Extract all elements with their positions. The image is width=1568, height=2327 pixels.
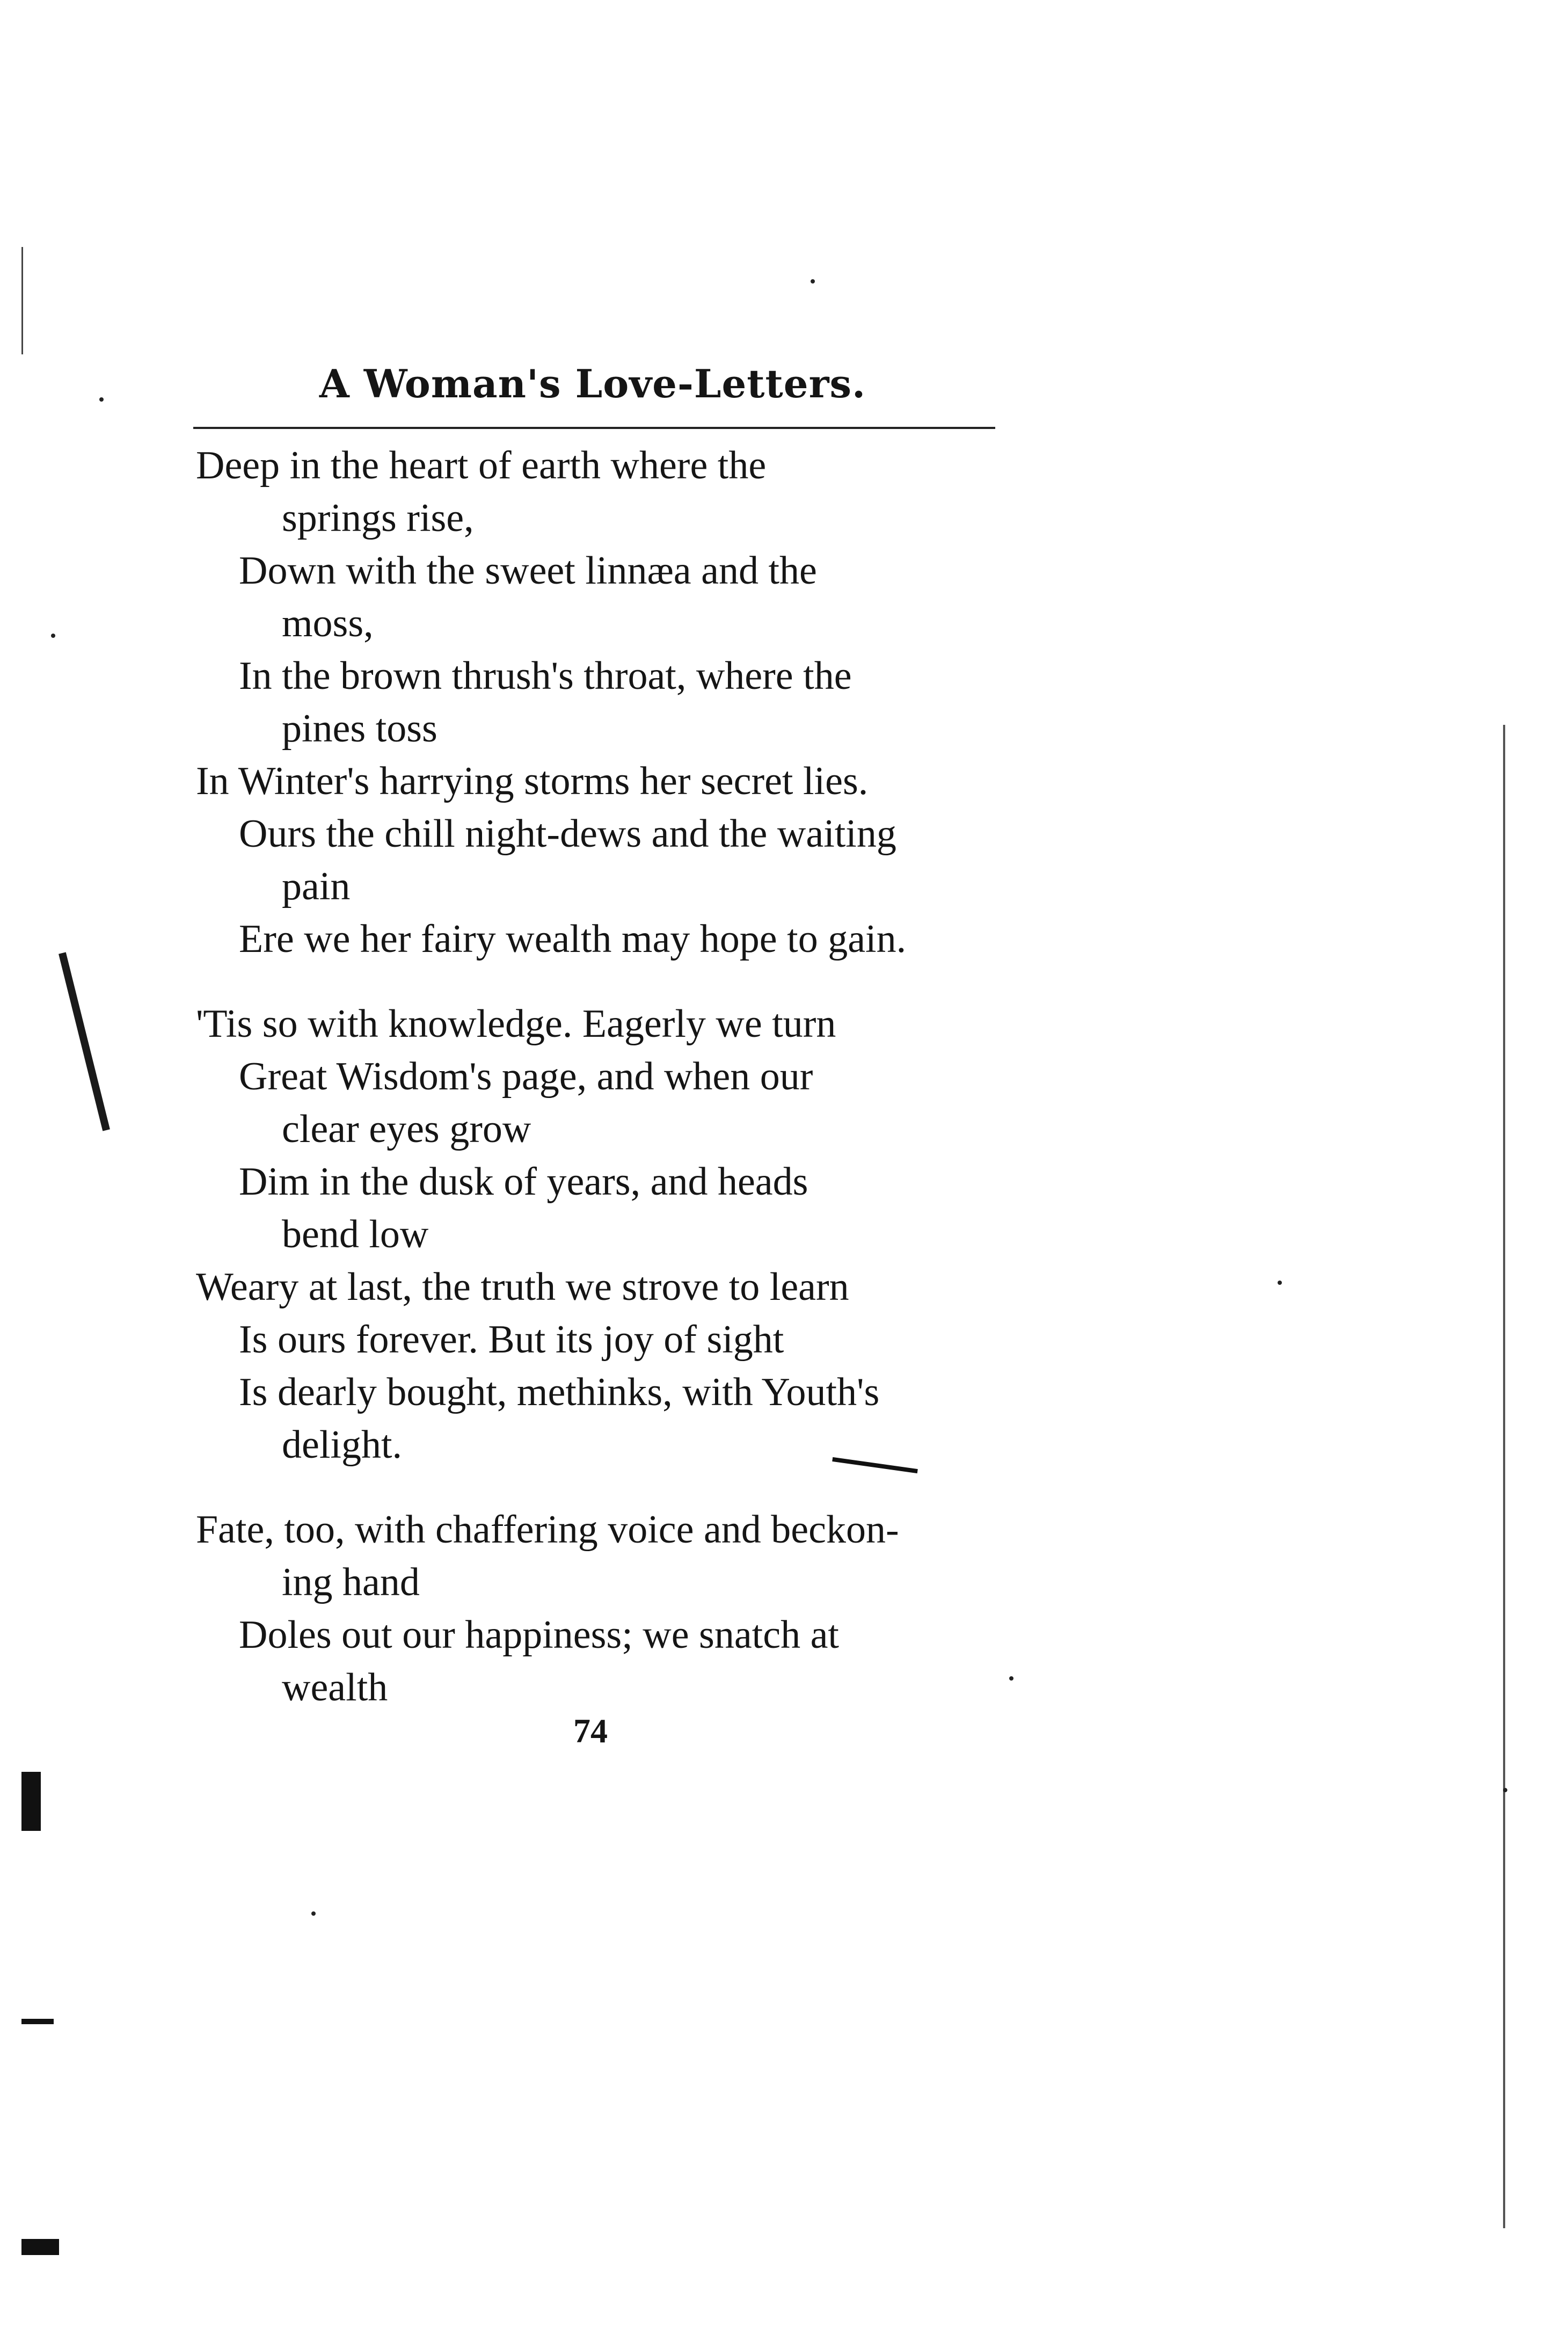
scan-speck [1009, 1676, 1013, 1681]
poem-line: Great Wisdom's page, and when our [239, 1055, 813, 1099]
scan-margin-dash [21, 2019, 54, 2024]
poem-line: delight. [282, 1423, 403, 1467]
poem-line: 'Tis so with knowledge. Eagerly we turn [196, 1002, 836, 1046]
poem-line: Weary at last, the truth we strove to learn [196, 1265, 849, 1309]
poem-line: In the brown thrush's throat, where the [239, 654, 852, 698]
poem-line: Fate, too, with chaffering voice and beckon- [196, 1508, 899, 1552]
scan-speck [811, 279, 815, 283]
poem-line: Deep in the heart of earth where the [196, 443, 767, 488]
poem-line: Ere we her fairy wealth may hope to gain. [239, 917, 907, 961]
poem-line: springs rise, [282, 496, 474, 540]
scan-speck [51, 634, 55, 638]
poem-line: pain [282, 864, 351, 908]
stanza [196, 439, 1012, 965]
poem-line: Dim in the dusk of years, and heads [239, 1160, 808, 1204]
scan-speck [1503, 1788, 1507, 1792]
page-number: 74 [573, 1712, 608, 1750]
running-head: A Woman's Love-Letters. [319, 361, 866, 406]
poem-line: Down with the sweet linnæa and the [239, 549, 817, 593]
poem-body [196, 439, 1012, 1746]
scan-speck [311, 1911, 316, 1916]
scan-margin-line [21, 247, 23, 354]
scan-margin-block [21, 1772, 41, 1831]
poem-line: Is ours forever. But its joy of sight [239, 1318, 784, 1362]
poem-line: In Winter's harrying storms her secret lies. [196, 759, 869, 803]
scan-speck [99, 397, 104, 402]
poem-line: ing hand [282, 1560, 420, 1604]
poem-line: clear eyes grow [282, 1107, 531, 1151]
poem-line: bend low [282, 1212, 429, 1256]
poem-line: moss, [282, 601, 374, 645]
poem-line: Doles out our happiness; we snatch at [239, 1613, 839, 1657]
poem-line: Is dearly bought, methinks, with Youth's [239, 1370, 880, 1414]
stanza [196, 998, 1012, 1471]
poem-line: wealth [282, 1666, 388, 1710]
scan-binding-line [1503, 725, 1505, 2228]
scan-speck [1278, 1281, 1282, 1285]
stanza [196, 1503, 1012, 1714]
poem-line: pines toss [282, 707, 437, 751]
scan-margin-dash [21, 2239, 59, 2255]
header-rule [193, 427, 995, 429]
poem-line: Ours the chill night-dews and the waiting [239, 812, 896, 856]
scan-streak [59, 952, 110, 1131]
